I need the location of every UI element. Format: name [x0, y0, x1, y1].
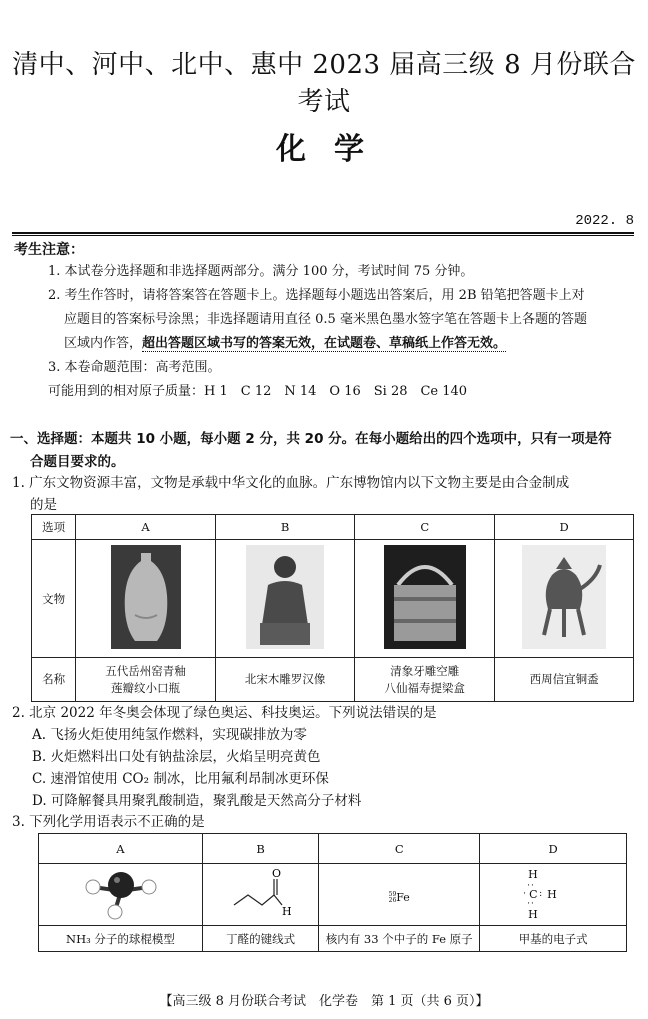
isotope-atomic-number: 26 [388, 896, 397, 904]
methyl-dot-left: · [523, 888, 526, 899]
notice-item-2-line-3 [64, 332, 506, 356]
q1-stem-line-2: 的是 [30, 497, 57, 513]
isotope-mass-number: 59 [388, 890, 397, 898]
methyl-h-right: H [547, 887, 557, 901]
header-divider-thin [12, 235, 634, 236]
methyl-dots-right: : [539, 888, 543, 899]
q1-name-d-line-1: 西周信宜铜盉 [529, 672, 599, 686]
q2-stem: 2. 北京 2022 年冬奥会体现了绿色奥运、科技奥运。下列说法错误的是 [12, 705, 437, 721]
q1-name-d [495, 658, 634, 702]
q1-artifact-d-cell [495, 540, 634, 658]
q3-caption-b: 丁醛的键线式 [202, 926, 318, 952]
q1-artifact-c-cell [355, 540, 495, 658]
q2-option-c: C. 速滑馆使用 CO₂ 制冰，比用氟利昂制冰更环保 [32, 771, 329, 787]
q1-name-a [76, 658, 215, 702]
notice-heading: 考生注意： [14, 242, 84, 258]
methyl-h-bottom: H [528, 907, 538, 921]
q1-option-d: D [495, 515, 634, 540]
q3-table [38, 833, 627, 952]
q3-option-b: B [202, 834, 318, 864]
q1-option-b: B [215, 515, 355, 540]
q1-row-header-option: 选项 [32, 515, 76, 540]
exam-title: 清中、河中、北中、惠中 2023 届高三级 8 月份联合考试 [12, 50, 636, 117]
arhat-statue-image [246, 545, 324, 649]
notice-item-1: 1. 本试卷分选择题和非选择题两部分。满分 100 分，考试时间 75 分钟。 [48, 264, 474, 279]
methyl-electron-formula [523, 867, 583, 923]
q3-model-b-cell [202, 864, 318, 926]
q2-option-b: B. 火炬燃料出口处有钠盐涂层，火焰呈明亮黄色 [32, 749, 321, 765]
q1-name-c [355, 658, 495, 702]
bronze-vessel-image [522, 545, 606, 649]
notice-item-2-line-1: 2. 考生作答时，请将答案答在答题卡上。选择题每小题选出答案后，用 2B 铅笔把答题卡上对 [48, 288, 585, 303]
notice-warning: 超出答题区域书写的答案无效，在试题卷、草稿纸上作答无效。 [142, 336, 507, 351]
aldehyde-hydrogen-label: H [281, 905, 292, 918]
q1-artifact-b-cell [215, 540, 355, 658]
methyl-dots-bottom: ·· [527, 898, 535, 909]
q1-table [31, 514, 634, 702]
fe-isotope-symbol [389, 891, 410, 904]
header-divider [12, 232, 634, 234]
q1-stem-line-1: 1. 广东文物资源丰富，文物是承载中华文化的血脉。广东博物馆内以下文物主要是由合金制成 [12, 475, 570, 491]
q1-name-c-line-1: 清象牙雕空雕 [390, 663, 460, 678]
q3-model-d-cell [480, 864, 627, 926]
q3-stem: 3. 下列化学用语表示不正确的是 [12, 814, 205, 830]
notice-item-2-line-2: 应题目的答案标号涂黑；非选择题请用直径 0.5 毫米黑色墨水签字笔在答题卡上各题的答题 [64, 312, 587, 327]
q1-option-c: C [355, 515, 495, 540]
q1-name-c-line-2: 八仙福寿提梁盒 [384, 680, 466, 695]
atomic-mass-line: 可能用到的相对原子质量：H 1 C 12 N 14 O 16 Si 28 Ce 140 [48, 384, 468, 399]
methyl-dots-top: ·· [527, 880, 535, 891]
section-1-heading-line-1: 一、选择题：本题共 10 小题，每小题 2 分，共 20 分。在每小题给出的四个选项中，只有一项是符 [10, 431, 612, 447]
q1-row-header-artifact: 文物 [32, 540, 76, 658]
subject-title: 化学 [276, 132, 392, 167]
q1-name-a-line-1: 五代岳州窑青釉 [105, 663, 186, 678]
methyl-h-top: H [528, 867, 538, 881]
exam-date: 2022. 8 [575, 213, 634, 229]
q1-name-b [215, 658, 355, 702]
q1-name-b-line-1: 北宋木雕罗汉像 [244, 672, 326, 686]
q3-caption-a: NH₃ 分子的球棍模型 [39, 926, 203, 952]
aldehyde-oxygen-label: O [271, 867, 281, 880]
notice-item-3: 3. 本卷命题范围：高考范围。 [48, 360, 221, 375]
q3-caption-d: 甲基的电子式 [480, 926, 627, 952]
q3-caption-c: 核内有 33 个中子的 Fe 原子 [319, 926, 480, 952]
q1-name-a-line-2: 莲瓣纹小口瓶 [111, 680, 181, 695]
q3-option-c: C [319, 834, 480, 864]
celadon-vase-image [111, 545, 181, 649]
isotope-element: Fe [396, 891, 410, 905]
q3-model-c-cell [319, 864, 480, 926]
section-1-heading-line-2: 合题目要求的。 [30, 454, 125, 470]
notice-item-2-prefix: 区域内作答， [64, 336, 143, 351]
q3-model-a-cell [39, 864, 203, 926]
q2-option-a: A. 飞扬火炬使用纯氢作燃料，实现碳排放为零 [32, 727, 307, 743]
methyl-c: C [529, 887, 538, 901]
nh3-ball-stick-model [75, 865, 165, 921]
section-1-heading [10, 428, 638, 474]
q2-option-d: D. 可降解餐具用聚乳酸制造，聚乳酸是天然高分子材料 [32, 793, 362, 809]
butanal-skeletal-formula [226, 865, 296, 921]
q1-artifact-a-cell [76, 540, 215, 658]
q1-option-a: A [76, 515, 215, 540]
q1-row-header-name: 名称 [32, 658, 76, 702]
ivory-box-image [384, 545, 466, 649]
page-footer: 【高三级 8 月份联合考试 化学卷 第 1 页（共 6 页）】 [159, 994, 489, 1009]
q3-option-d: D [480, 834, 627, 864]
q3-option-a: A [39, 834, 203, 864]
